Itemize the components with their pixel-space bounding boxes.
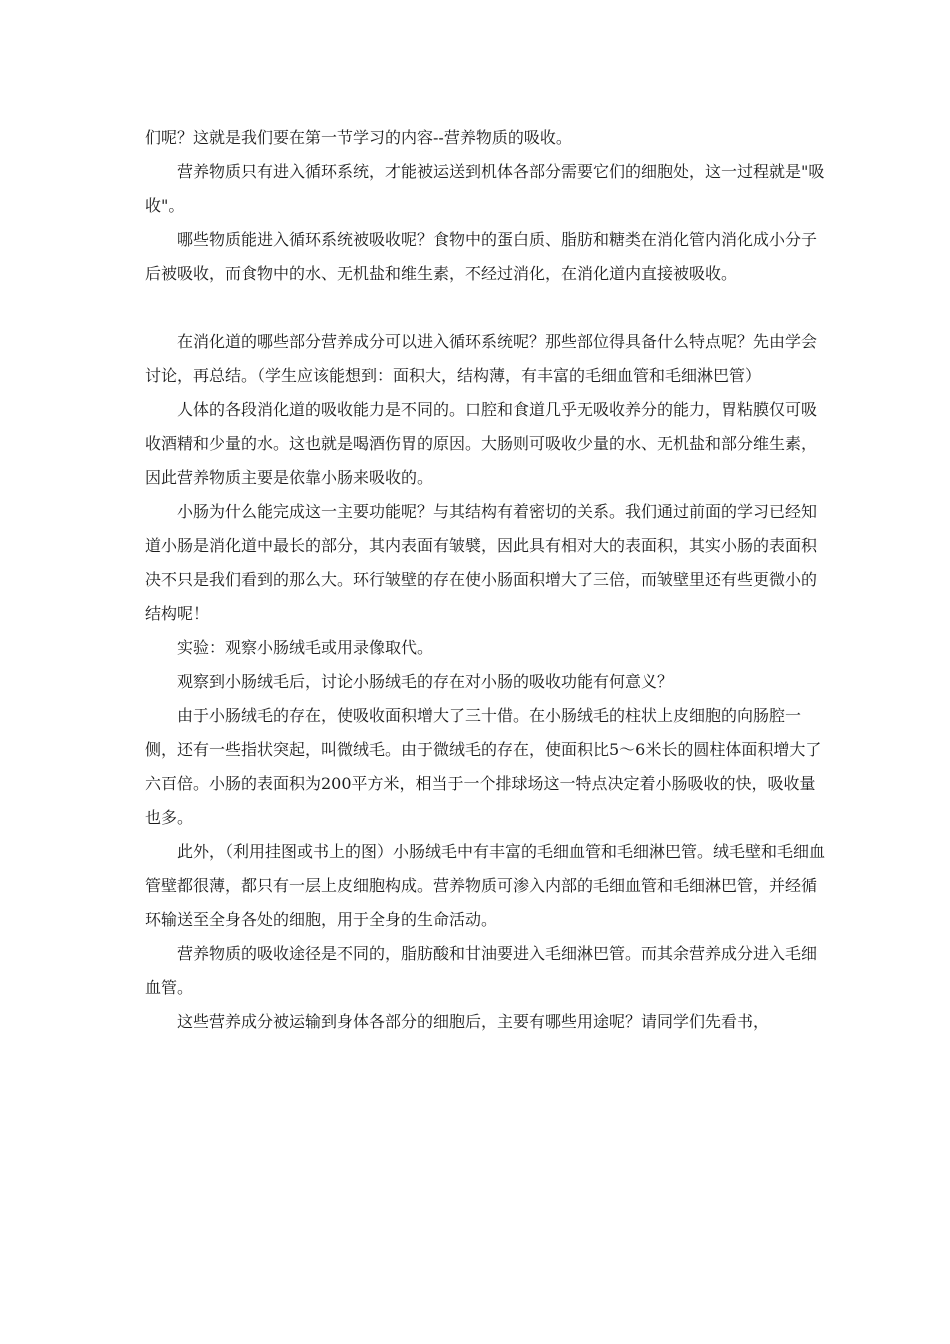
paragraph-absorption-routes: 营养物质的吸收途径是不同的，脂肪酸和甘油要进入毛细淋巴管。而其余营养成分进入毛细血管。 bbox=[145, 944, 818, 997]
paragraph-villi-discussion: 观察到小肠绒毛后，讨论小肠绒毛的存在对小肠的吸收功能有何意义？ bbox=[177, 672, 674, 691]
paragraph-digestive-tract-absorption: 人体的各段消化道的吸收能力是不同的。口腔和食道几乎无吸收养分的能力，胃粘膜仅可吸收酒精和少量的水。这也就是喝酒伤胃的原因。大肠则可吸收少量的水、无机盐和部分维生素，因此营养物质主要是依靠小肠来吸收的。 bbox=[145, 400, 818, 487]
paragraph-discussion-question: 在消化道的哪些部分营养成分可以进入循环系统呢？那些部位得具备什么特点呢？先由学会讨论，再总结。（学生应该能想到：面积大，结构薄，有丰富的毛细血管和毛细淋巴管） bbox=[145, 332, 818, 385]
paragraph-continuation: 们呢？这就是我们要在第一节学习的内容--营养物质的吸收。 bbox=[145, 128, 572, 147]
paragraph-small-intestine-structure: 小肠为什么能完成这一主要功能呢？与其结构有着密切的关系。我们通过前面的学习已经知道小肠是消化道中最长的部分，其内表面有皱襞，因此具有相对大的表面积，其实小肠的表面积决不只是我们看到的那么大。环行皱壁的存在使小肠面积增大了三倍，而皱壁里还有些更微小的结构呢！ bbox=[145, 502, 818, 623]
paragraph-experiment: 实验：观察小肠绒毛或用录像取代。 bbox=[177, 638, 434, 657]
paragraph-capillaries: 此外，（利用挂图或书上的图）小肠绒毛中有丰富的毛细血管和毛细淋巴管。绒毛壁和毛细血管壁都很薄，都只有一层上皮细胞构成。营养物质可渗入内部的毛细血管和毛细淋巴管，并经循环输送至全身各处的细胞，用于全身的生命活动。 bbox=[145, 842, 826, 929]
paragraph-absorbed-substances: 哪些物质能进入循环系统被吸收呢？食物中的蛋白质、脂肪和糖类在消化管内消化成小分子后被吸收，而食物中的水、无机盐和维生素，不经过消化，在消化道内直接被吸收。 bbox=[145, 230, 818, 283]
paragraph-absorption-definition: 营养物质只有进入循环系统，才能被运送到机体各部分需要它们的细胞处，这一过程就是"吸收"。 bbox=[145, 162, 825, 215]
document-page bbox=[145, 121, 825, 1039]
paragraph-spacer bbox=[145, 291, 825, 325]
paragraph-nutrient-uses: 这些营养成分被运输到身体各部分的细胞后，主要有哪些用途呢？请同学们先看书， bbox=[177, 1012, 770, 1031]
paragraph-villi-surface-area: 由于小肠绒毛的存在，使吸收面积增大了三十借。在小肠绒毛的柱状上皮细胞的向肠腔一侧，还有一些指状突起，叫微绒毛。由于微绒毛的存在，使面积比5～6米长的圆柱体面积增大了六百倍。小肠的表面积为200平方米，相当于一个排球场这一特点决定着小肠吸收的快，吸收量也多。 bbox=[145, 706, 822, 827]
